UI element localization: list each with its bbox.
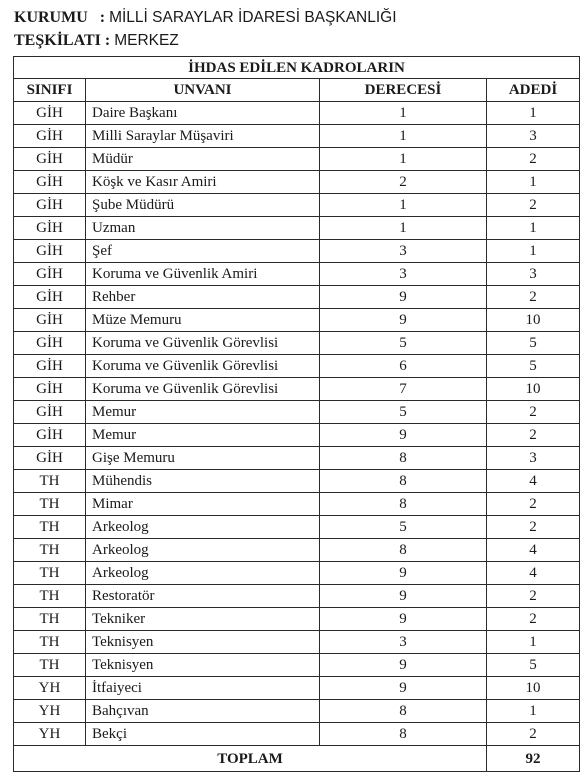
cell-adedi: 2 xyxy=(487,585,580,608)
cell-sinifi: GİH xyxy=(14,194,86,217)
cell-adedi: 4 xyxy=(487,470,580,493)
cell-derecesi: 3 xyxy=(320,240,487,263)
cell-derecesi: 1 xyxy=(320,194,487,217)
cell-unvani: Milli Saraylar Müşaviri xyxy=(86,125,320,148)
cell-derecesi: 9 xyxy=(320,562,487,585)
cell-adedi: 4 xyxy=(487,562,580,585)
table-row xyxy=(14,700,580,723)
table-row xyxy=(14,401,580,424)
cell-adedi: 2 xyxy=(487,723,580,746)
cell-unvani: Memur xyxy=(86,401,320,424)
table-header-row xyxy=(14,79,580,102)
cell-unvani: Bahçıvan xyxy=(86,700,320,723)
cell-derecesi: 1 xyxy=(320,102,487,125)
cell-sinifi: GİH xyxy=(14,125,86,148)
cell-sinifi: YH xyxy=(14,723,86,746)
cell-adedi: 5 xyxy=(487,355,580,378)
cell-derecesi: 9 xyxy=(320,424,487,447)
cell-unvani: Daire Başkanı xyxy=(86,102,320,125)
cell-unvani: Mimar xyxy=(86,493,320,516)
cell-unvani: Köşk ve Kasır Amiri xyxy=(86,171,320,194)
cell-derecesi: 5 xyxy=(320,516,487,539)
cell-unvani: Gişe Memuru xyxy=(86,447,320,470)
cell-derecesi: 3 xyxy=(320,631,487,654)
cell-unvani: Uzman xyxy=(86,217,320,240)
column-header-unvani: UNVANI xyxy=(86,79,320,102)
table-row xyxy=(14,562,580,585)
cell-sinifi: GİH xyxy=(14,217,86,240)
table-row xyxy=(14,217,580,240)
cell-adedi: 4 xyxy=(487,539,580,562)
table-row xyxy=(14,125,580,148)
cell-adedi: 2 xyxy=(487,493,580,516)
cell-adedi: 2 xyxy=(487,148,580,171)
kurum-separator: : xyxy=(99,9,106,26)
cell-adedi: 10 xyxy=(487,378,580,401)
cell-unvani: Müze Memuru xyxy=(86,309,320,332)
cell-derecesi: 1 xyxy=(320,217,487,240)
cell-sinifi: GİH xyxy=(14,102,86,125)
total-row xyxy=(14,746,580,772)
cell-sinifi: GİH xyxy=(14,332,86,355)
cell-adedi: 3 xyxy=(487,125,580,148)
table-title: İHDAS EDİLEN KADROLARIN xyxy=(14,57,580,79)
teskilat-line xyxy=(14,29,397,52)
cell-unvani: Rehber xyxy=(86,286,320,309)
cell-sinifi: GİH xyxy=(14,309,86,332)
cell-sinifi: TH xyxy=(14,585,86,608)
cell-derecesi: 7 xyxy=(320,378,487,401)
cell-derecesi: 6 xyxy=(320,355,487,378)
table-row xyxy=(14,493,580,516)
cell-derecesi: 8 xyxy=(320,723,487,746)
cell-derecesi: 9 xyxy=(320,654,487,677)
cell-unvani: Teknisyen xyxy=(86,631,320,654)
cell-sinifi: TH xyxy=(14,539,86,562)
table-row xyxy=(14,539,580,562)
table-row xyxy=(14,286,580,309)
cell-unvani: Arkeolog xyxy=(86,539,320,562)
cell-adedi: 2 xyxy=(487,286,580,309)
cell-adedi: 10 xyxy=(487,309,580,332)
cell-adedi: 3 xyxy=(487,447,580,470)
table-title-row xyxy=(14,57,580,79)
cell-adedi: 5 xyxy=(487,332,580,355)
cell-sinifi: GİH xyxy=(14,378,86,401)
cell-unvani: Koruma ve Güvenlik Görevlisi xyxy=(86,332,320,355)
cell-adedi: 1 xyxy=(487,171,580,194)
cell-derecesi: 1 xyxy=(320,125,487,148)
total-label: TOPLAM xyxy=(14,746,487,772)
cell-adedi: 1 xyxy=(487,700,580,723)
cell-derecesi: 8 xyxy=(320,539,487,562)
table-row xyxy=(14,194,580,217)
cell-sinifi: GİH xyxy=(14,424,86,447)
cell-sinifi: GİH xyxy=(14,286,86,309)
cell-sinifi: GİH xyxy=(14,148,86,171)
table-row xyxy=(14,608,580,631)
cell-adedi: 1 xyxy=(487,631,580,654)
table-row xyxy=(14,309,580,332)
cell-sinifi: GİH xyxy=(14,171,86,194)
cell-sinifi: TH xyxy=(14,608,86,631)
cell-unvani: Müdür xyxy=(86,148,320,171)
cell-unvani: Şube Müdürü xyxy=(86,194,320,217)
cell-derecesi: 8 xyxy=(320,470,487,493)
table-row xyxy=(14,631,580,654)
cell-unvani: Teknisyen xyxy=(86,654,320,677)
cell-unvani: İtfaiyeci xyxy=(86,677,320,700)
column-header-derecesi: DERECESİ xyxy=(320,79,487,102)
cell-sinifi: GİH xyxy=(14,263,86,286)
teskilat-label: TEŞKİLATI xyxy=(14,32,101,49)
cell-unvani: Mühendis xyxy=(86,470,320,493)
cell-derecesi: 9 xyxy=(320,608,487,631)
column-header-adedi: ADEDİ xyxy=(487,79,580,102)
cell-sinifi: TH xyxy=(14,631,86,654)
table-row xyxy=(14,654,580,677)
cell-unvani: Restoratör xyxy=(86,585,320,608)
cell-sinifi: TH xyxy=(14,516,86,539)
teskilat-separator: : xyxy=(104,32,111,49)
cell-adedi: 2 xyxy=(487,424,580,447)
table-row xyxy=(14,723,580,746)
cell-adedi: 2 xyxy=(487,401,580,424)
cell-unvani: Tekniker xyxy=(86,608,320,631)
cell-adedi: 2 xyxy=(487,608,580,631)
cell-derecesi: 8 xyxy=(320,493,487,516)
table-row xyxy=(14,424,580,447)
cell-sinifi: TH xyxy=(14,562,86,585)
cell-sinifi: TH xyxy=(14,470,86,493)
total-value: 92 xyxy=(487,746,580,772)
table-row xyxy=(14,148,580,171)
kurum-value: MİLLİ SARAYLAR İDARESİ BAŞKANLIĞI xyxy=(109,9,397,26)
cell-sinifi: TH xyxy=(14,654,86,677)
cell-unvani: Arkeolog xyxy=(86,516,320,539)
cell-adedi: 3 xyxy=(487,263,580,286)
cell-adedi: 5 xyxy=(487,654,580,677)
cell-adedi: 1 xyxy=(487,217,580,240)
table-row xyxy=(14,677,580,700)
cell-sinifi: GİH xyxy=(14,355,86,378)
cell-sinifi: TH xyxy=(14,493,86,516)
cell-derecesi: 1 xyxy=(320,148,487,171)
kadro-table xyxy=(13,56,580,772)
cell-derecesi: 8 xyxy=(320,700,487,723)
cell-sinifi: YH xyxy=(14,677,86,700)
table-row xyxy=(14,470,580,493)
table-row xyxy=(14,585,580,608)
kurum-label: KURUMU xyxy=(14,9,88,26)
table-row xyxy=(14,355,580,378)
cell-sinifi: GİH xyxy=(14,401,86,424)
cell-derecesi: 3 xyxy=(320,263,487,286)
cell-unvani: Koruma ve Güvenlik Görevlisi xyxy=(86,355,320,378)
cell-derecesi: 5 xyxy=(320,332,487,355)
cell-derecesi: 9 xyxy=(320,309,487,332)
cell-derecesi: 9 xyxy=(320,585,487,608)
cell-unvani: Koruma ve Güvenlik Amiri xyxy=(86,263,320,286)
cell-derecesi: 9 xyxy=(320,677,487,700)
table-row xyxy=(14,447,580,470)
cell-adedi: 1 xyxy=(487,102,580,125)
cell-derecesi: 8 xyxy=(320,447,487,470)
kurum-line xyxy=(14,6,397,29)
table-row xyxy=(14,171,580,194)
cell-derecesi: 9 xyxy=(320,286,487,309)
cell-adedi: 2 xyxy=(487,194,580,217)
cell-sinifi: YH xyxy=(14,700,86,723)
teskilat-value: MERKEZ xyxy=(114,32,179,49)
document-header xyxy=(14,6,397,52)
table-row xyxy=(14,516,580,539)
cell-unvani: Koruma ve Güvenlik Görevlisi xyxy=(86,378,320,401)
cell-derecesi: 5 xyxy=(320,401,487,424)
column-header-sinifi: SINIFI xyxy=(14,79,86,102)
cell-sinifi: GİH xyxy=(14,240,86,263)
table-row xyxy=(14,263,580,286)
table-row xyxy=(14,378,580,401)
table-row xyxy=(14,332,580,355)
cell-unvani: Arkeolog xyxy=(86,562,320,585)
table-row xyxy=(14,240,580,263)
table-row xyxy=(14,102,580,125)
cell-unvani: Şef xyxy=(86,240,320,263)
cell-unvani: Memur xyxy=(86,424,320,447)
cell-adedi: 2 xyxy=(487,516,580,539)
cell-adedi: 10 xyxy=(487,677,580,700)
cell-derecesi: 2 xyxy=(320,171,487,194)
cell-adedi: 1 xyxy=(487,240,580,263)
cell-unvani: Bekçi xyxy=(86,723,320,746)
cell-sinifi: GİH xyxy=(14,447,86,470)
